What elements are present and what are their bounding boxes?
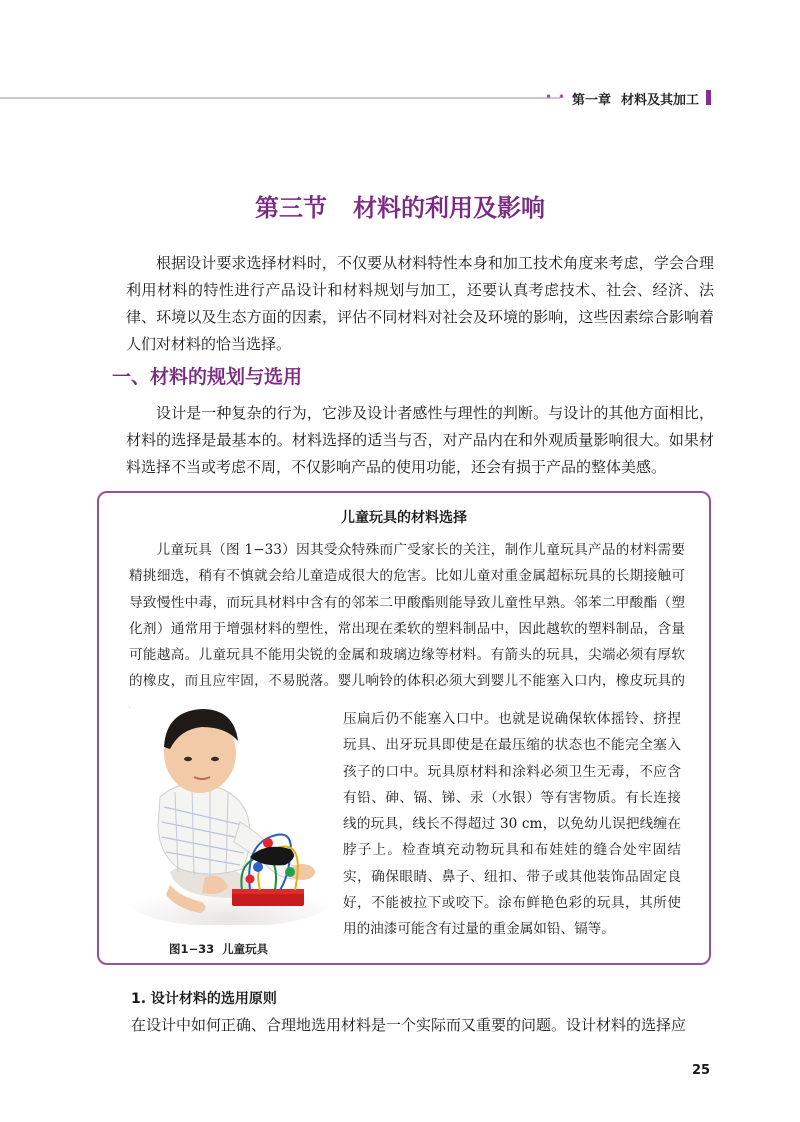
box-text-side: 压扁后仍不能塞入口中。也就是说确保软体摇铃、挤捏玩具、出牙玩具即使是在最压缩的状态也不能完全塞入孩子的口中。玩具原材料和涂料必须卫生无毒，不应含有铅、砷、镉、锑、汞（水银）等有害物质。有长连接线的玩具，线长不得超过 30 cm，以免幼儿误把线缠在脖子上。检查填充动物玩具和布娃娃的缝合处牢固结实，确保眼睛、鼻子、纽扣、带子或其他装饰品固定良好，不能被拉下或咬下。涂布鲜艳色彩的玩具，其所使用的油漆可能含有过量的重金属如铅、镉等。 bbox=[343, 711, 681, 938]
subsection-paragraph: 设计是一种复杂的行为，它涉及设计者感性与理性的判断。与设计的其他方面相比，材料的选择是最基本的。材料选择的适当与否，对产品内在和外观质量影响很大。如果材料选择不当或考虑不周，不仅影响产品的使用功能，还会有损于产品的整体美感。 bbox=[126, 404, 714, 476]
header-chapter-title: 材料及其加工 bbox=[621, 93, 700, 108]
figure-caption-text: 儿童玩具 bbox=[222, 942, 269, 956]
section-number: 第三节 bbox=[255, 194, 327, 222]
section-title bbox=[0, 188, 800, 223]
box-text-top-content: 儿童玩具（图 1−33）因其受众特殊而广受家长的关注，制作儿童玩具产品的材料需要精挑细选，稍有不慎就会给儿童造成很大的危害。比如儿童对重金属超标玩具的长期接触可导致慢性中毒，而玩具材料中含有的邻苯二甲酸酯则能导致儿童性早熟。邻苯二甲酸酯（塑化剂）通常用于增强材料的塑性，常出现在柔软的塑料制品中，因此越软的塑料制品，含量可能越高。儿童玩具不能用尖锐的金属和玻璃边缘等材料。有箭头的玩具，尖端必须有厚软的橡皮，而且应牢固，不易脱落。婴儿响铃的体积必须大到婴儿不能塞入口内，橡皮玩具的 bbox=[129, 542, 685, 690]
header-dots: • • • bbox=[545, 90, 579, 104]
principle-paragraph: 在设计中如何正确、合理地选用材料是一个实际而又重要的问题。设计材料的选择应 bbox=[131, 1016, 687, 1034]
intro-paragraph: 根据设计要求选择材料时，不仅要从材料特性本身和加工技术角度来考虑，学会合理利用材料的特性进行产品设计和材料规划与加工，还要认真考虑技术、社会、经济、法律、环境以及生态方面的因素，评估不同材料对社会及环境的影响，这些因素综合影响着人们对材料的恰当选择。 bbox=[126, 254, 714, 353]
page-number: 25 bbox=[692, 1063, 711, 1078]
running-header bbox=[572, 89, 699, 108]
box-text-top bbox=[129, 537, 685, 721]
header-rule bbox=[0, 97, 560, 99]
header-chapter: 第一章 bbox=[572, 93, 612, 108]
section-title-text: 材料的利用及影响 bbox=[353, 194, 545, 222]
subsection-heading: 一、材料的规划与选用 bbox=[112, 366, 303, 388]
header-bar bbox=[706, 90, 711, 105]
figure-caption bbox=[169, 941, 268, 957]
figure-number: 图1−33 bbox=[169, 942, 215, 956]
principle-heading: 1. 设计材料的选用原则 bbox=[131, 991, 277, 1007]
child-toy-photo bbox=[130, 697, 330, 925]
box-title: 儿童玩具的材料选择 bbox=[341, 510, 467, 526]
